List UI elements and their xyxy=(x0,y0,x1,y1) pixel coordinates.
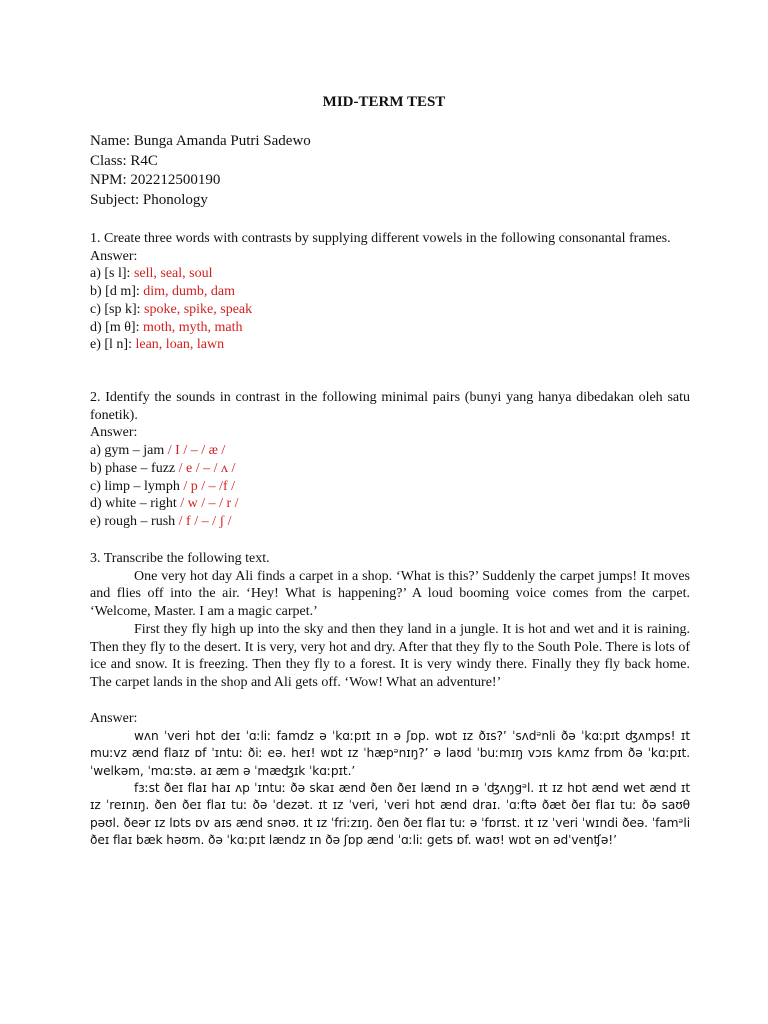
item-answer: lean, loan, lawn xyxy=(135,337,225,353)
q2-item-b xyxy=(90,460,690,478)
answer-label: Answer: xyxy=(90,425,138,441)
item-label: e) [l n]: xyxy=(90,337,136,353)
q1-item-e xyxy=(90,336,690,354)
answer-label: Answer: xyxy=(90,711,138,726)
item-answer: sell, seal, soul xyxy=(133,266,213,282)
item-label: d) [m θ]: xyxy=(90,319,143,335)
class-line: Class: R4C xyxy=(90,152,158,169)
transcription-paragraph-2: fɜːst ðeɪ flaɪ haɪ ʌp ˈɪntuː ðə skaɪ ænd ðen ðeɪ lænd ɪn ə ˈʤʌŋgᵊl. ɪt ɪz hɒt ænd wet ænd ɪt ɪz ˈreɪnɪŋ. ðen ðeɪ flaɪ tuː ðə ˈdezət. ɪt ɪz ˈveri, ˈveri hɒt ænd draɪ. ˈɑːftə ðæt ðeɪ flaɪ tuː ðə saʊθ pəʊl. ðeər ɪz lɒts ɒv aɪs ænd snəʊ. ɪt ɪz ˈfriːzɪŋ. ðen ðeɪ flaɪ tuː ə ˈfɒrɪst. ɪt ɪz ˈveri ˈwɪndi ðeə. ˈfamᵊli ðeɪ flaɪ bæk həʊm. ðə ˈkɑːpɪt lændz ɪn ðə ʃɒp ænd ˈɑːliː gets ɒf. waʊ! wɒt ən ədˈvenʧə!’ xyxy=(90,780,690,848)
source-text-paragraph-2: First they fly high up into the sky and then they land in a jungle. It is hot and wet and it is raining. Then they fly to the desert. It is very, very hot and dry. After that they fly to the South Pole. There is lots of ice and snow. It is freezing. Then they fly to a forest. It is very windy there. Finally they fly back home. The carpet lands in the shop and Ali gets off. ‘Wow! What an adventure!’ xyxy=(90,621,690,690)
name-line: Name: Bunga Amanda Putri Sadewo xyxy=(90,133,311,149)
q2-item-a xyxy=(90,442,690,460)
item-label: e) rough – rush xyxy=(90,513,179,529)
item-label: b) phase – fuzz xyxy=(90,460,179,476)
item-answer: dim, dumb, dam xyxy=(143,284,236,300)
item-label: c) limp – lymph xyxy=(90,478,184,494)
item-answer: / I / – / æ / xyxy=(167,443,226,459)
source-text-paragraph-1: One very hot day Ali finds a carpet in a shop. ‘What is this?’ Suddenly the carpet jumps! It moves and flies off into the air. ‘Hey! What is happening?’ A loud booming voice comes from the carpet. ‘Welcome, Master. I am a magic carpet.’ xyxy=(90,568,690,620)
question-1 xyxy=(90,230,690,354)
item-answer: spoke, spike, speak xyxy=(144,301,253,317)
q1-item-b xyxy=(90,283,690,301)
answer-label: Answer: xyxy=(90,248,138,264)
transcription-paragraph-1: wʌn ˈveri hɒt deɪ ˈɑːliː famdz ə ˈkɑːpɪt ɪn ə ʃɒp. wɒt ɪz ðɪs?’ ˈsʌdᵊnli ðə ˈkɑːpɪt ʤʌmps! ɪt muːvz ænd flaɪz ɒf ˈɪntuː ðiː eə. heɪ! wɒt ɪz ˈhæpᵊnɪŋ?’ ə laʊd ˈbuːmɪŋ vɔɪs kʌmz frɒm ðə ˈkɑːpɪt. ˈwelkəm, ˈmɑːstə. aɪ æm ə ˈmæʤɪk ˈkɑːpɪt.’ xyxy=(90,728,690,778)
item-label: d) white – right xyxy=(90,496,181,512)
item-answer: moth, myth, math xyxy=(142,319,243,335)
q1-item-a xyxy=(90,265,690,283)
item-label: c) [sp k]: xyxy=(90,301,145,317)
item-answer: / f / – / ʃ / xyxy=(178,513,232,529)
question-2 xyxy=(90,389,690,531)
question-3 xyxy=(90,550,690,692)
q2-item-e xyxy=(90,513,690,531)
page-title: MID-TERM TEST xyxy=(322,94,446,110)
question-3-answer xyxy=(90,710,690,850)
item-answer: / e / – / ʌ / xyxy=(178,460,236,476)
item-answer: / w / – / r / xyxy=(180,496,239,512)
student-info xyxy=(90,132,311,210)
question-2-prompt: 2. Identify the sounds in contrast in the following minimal pairs (bunyi yang hanya dibedakan oleh satu fonetik). xyxy=(90,390,690,423)
item-label: a) [s l]: xyxy=(90,266,134,282)
q1-item-d xyxy=(90,319,690,337)
q2-item-d xyxy=(90,495,690,513)
item-label: b) [d m]: xyxy=(90,284,144,300)
question-3-prompt: 3. Transcribe the following text. xyxy=(90,551,270,566)
subject-line: Subject: Phonology xyxy=(90,191,208,208)
item-answer: / p / – /f / xyxy=(183,478,236,494)
q2-item-c xyxy=(90,478,690,496)
question-1-prompt: 1. Create three words with contrasts by supplying different vowels in the following consonantal frames. xyxy=(90,231,671,246)
npm-line: NPM: 202212500190 xyxy=(90,172,221,188)
item-label: a) gym – jam xyxy=(90,443,168,459)
q1-item-c xyxy=(90,301,690,319)
